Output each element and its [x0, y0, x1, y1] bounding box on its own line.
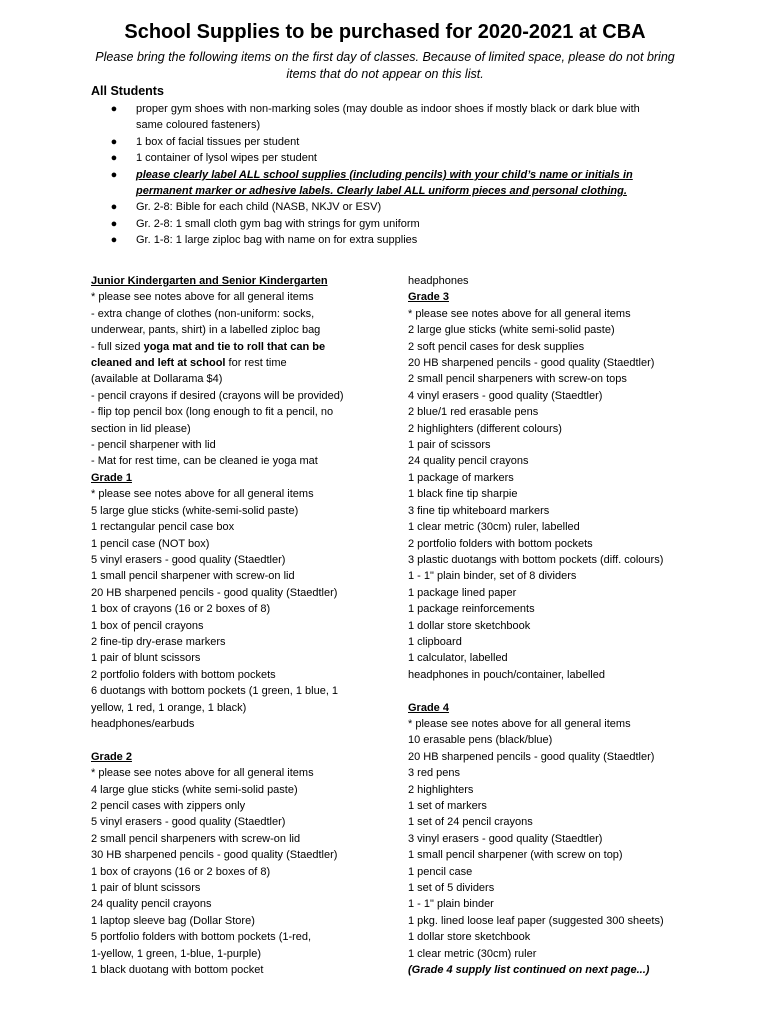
- list-item: 1 pencil case (NOT box): [91, 537, 210, 550]
- list-item-text: please clearly label ALL school supplies (including pencils) with your child’s name or initials in: [136, 168, 633, 181]
- list-item: 1 pair of scissors: [408, 439, 491, 452]
- list-item: 2 small pencil sharpeners with screw-on tops: [408, 373, 627, 386]
- bullet-icon: ●: [110, 168, 118, 181]
- list-item: 2 small pencil sharpeners with screw-on lid: [91, 832, 301, 845]
- spacer: [91, 732, 381, 748]
- bullet-icon: ●: [110, 217, 118, 230]
- list-item: yellow, 1 red, 1 orange, 1 black): [91, 701, 247, 714]
- list-item: 1 small pencil sharpener with screw-on lid: [91, 570, 295, 583]
- section-heading-grade-2: Grade 2: [91, 750, 132, 763]
- list-item: 3 vinyl erasers - good quality (Staedtler): [408, 832, 603, 845]
- list-item: 1 pkg. lined loose leaf paper (suggested 300 sheets): [408, 914, 664, 927]
- list-item: 1 calculator, labelled: [408, 652, 508, 665]
- list-item: 2 portfolio folders with bottom pockets: [91, 668, 276, 681]
- list-item-text: proper gym shoes with non-marking soles (may double as indoor shoes if mostly black or dark blue with: [136, 103, 640, 115]
- list-item: * please see notes above for all general items: [91, 488, 314, 501]
- bullet-icon: ●: [110, 234, 118, 247]
- list-item: * please see notes above for all general items: [91, 767, 314, 780]
- list-item: 1 clear metric (30cm) ruler, labelled: [408, 521, 580, 534]
- list-item: [108, 167, 668, 200]
- list-item: 3 plastic duotangs with bottom pockets (diff. colours): [408, 553, 664, 566]
- list-item-text: - full sized: [91, 340, 144, 353]
- list-item: 2 pencil cases with zippers only: [91, 799, 246, 812]
- list-item: 1 set of 5 dividers: [408, 882, 495, 895]
- list-item: 24 quality pencil crayons: [91, 898, 212, 911]
- bullet-icon: ●: [110, 201, 118, 214]
- all-students-heading: All Students: [91, 84, 164, 98]
- all-students-list: [108, 101, 668, 249]
- spacer: [408, 683, 698, 699]
- list-item-text: 1 box of facial tissues per student: [136, 135, 300, 148]
- list-item: headphones in pouch/container, labelled: [408, 668, 605, 681]
- list-item: * please see notes above for all general items: [408, 717, 631, 730]
- right-column: [408, 273, 698, 978]
- page-title: School Supplies to be purchased for 2020-2021 at CBA: [124, 21, 646, 43]
- list-item: headphones/earbuds: [91, 717, 195, 730]
- intro-line: items that do not appear on this list.: [286, 67, 484, 81]
- list-item: 10 erasable pens (black/blue): [408, 734, 553, 747]
- list-item-text: Gr. 2-8: 1 small cloth gym bag with strings for gym uniform: [136, 217, 420, 230]
- list-item: 3 fine tip whiteboard markers: [408, 504, 550, 517]
- list-item: 24 quality pencil crayons: [408, 455, 529, 468]
- list-item: (available at Dollarama $4): [91, 373, 223, 386]
- intro-text: [82, 49, 688, 83]
- list-item: 20 HB sharpened pencils - good quality (Staedtler): [408, 750, 655, 763]
- list-item: 2 fine-tip dry-erase markers: [91, 635, 226, 648]
- list-item: [91, 339, 381, 355]
- list-item: 1 laptop sleeve bag (Dollar Store): [91, 914, 255, 927]
- list-item: [108, 101, 668, 134]
- list-item: 5 portfolio folders with bottom pockets (1-red,: [91, 931, 312, 944]
- list-item: 1 - 1" plain binder: [408, 898, 494, 911]
- list-item: 1 dollar store sketchbook: [408, 619, 531, 632]
- section-heading-kindergarten: Junior Kindergarten and Senior Kindergarten: [91, 275, 328, 287]
- list-item: 2 large glue sticks (white semi-solid paste): [408, 324, 615, 337]
- list-item: 1 set of markers: [408, 799, 487, 812]
- list-item: 4 vinyl erasers - good quality (Staedtler): [408, 389, 603, 402]
- list-item: 1 small pencil sharpener (with screw on top): [408, 849, 623, 862]
- list-item: 1 pencil case: [408, 865, 473, 878]
- continued-note: (Grade 4 supply list continued on next page...): [408, 964, 650, 977]
- list-item: 1 dollar store sketchbook: [408, 931, 531, 944]
- list-item: underwear, pants, shirt) in a labelled ziploc bag: [91, 324, 321, 337]
- list-item: 1 pair of blunt scissors: [91, 882, 201, 895]
- list-item: [108, 134, 668, 150]
- list-item: 5 large glue sticks (white-semi-solid paste): [91, 504, 299, 517]
- list-item: headphones: [408, 275, 469, 287]
- list-item: 1 package lined paper: [408, 586, 517, 599]
- list-item: [108, 216, 668, 232]
- list-item: [108, 150, 668, 166]
- left-column: [91, 273, 381, 978]
- list-item: 2 blue/1 red erasable pens: [408, 406, 539, 419]
- list-item: - pencil crayons if desired (crayons will be provided): [91, 389, 344, 402]
- list-item: - pencil sharpener with lid: [91, 439, 216, 452]
- bullet-icon: ●: [110, 135, 118, 148]
- list-item: [108, 199, 668, 215]
- list-item-text: yoga mat and tie to roll that can be: [143, 340, 326, 353]
- list-item: 1 box of crayons (16 or 2 boxes of 8): [91, 603, 271, 616]
- list-item: 20 HB sharpened pencils - good quality (Staedtler): [91, 586, 338, 599]
- list-item: 5 vinyl erasers - good quality (Staedtler): [91, 553, 286, 566]
- list-item: 3 red pens: [408, 767, 460, 780]
- list-item: 30 HB sharpened pencils - good quality (Staedtler): [91, 849, 338, 862]
- list-item: 20 HB sharpened pencils - good quality (Staedtler): [408, 357, 655, 370]
- list-item: 1 pair of blunt scissors: [91, 652, 201, 665]
- bullet-icon: ●: [110, 152, 118, 165]
- list-item: section in lid please): [91, 422, 191, 435]
- bullet-icon: ●: [110, 103, 118, 115]
- list-item: 1 black fine tip sharpie: [408, 488, 518, 501]
- list-item: 5 vinyl erasers - good quality (Staedtler): [91, 816, 286, 829]
- list-item: 1 black duotang with bottom pocket: [91, 964, 264, 977]
- list-item-text: 1 container of lysol wipes per student: [136, 152, 317, 165]
- section-heading-grade-1: Grade 1: [91, 471, 132, 484]
- list-item: 1 set of 24 pencil crayons: [408, 816, 533, 829]
- list-item: 1 package of markers: [408, 471, 514, 484]
- list-item: 1 rectangular pencil case box: [91, 521, 235, 534]
- list-item: [108, 232, 668, 248]
- list-item: - extra change of clothes (non-uniform: socks,: [91, 307, 315, 320]
- section-heading-grade-3: Grade 3: [408, 291, 449, 304]
- list-item: - flip top pencil box (long enough to fit a pencil, no: [91, 406, 334, 419]
- list-item: * please see notes above for all general items: [408, 307, 631, 320]
- list-item: 1 clipboard: [408, 635, 462, 648]
- list-item: 4 large glue sticks (white semi-solid paste): [91, 783, 298, 796]
- list-item: * please see notes above for all general items: [91, 291, 314, 304]
- list-item-text: same coloured fasteners): [136, 119, 261, 132]
- list-item: 1-yellow, 1 green, 1-blue, 1-purple): [91, 947, 261, 960]
- section-heading-grade-4: Grade 4: [408, 701, 449, 714]
- list-item: [91, 355, 381, 371]
- list-item-text: cleaned and left at school: [91, 357, 226, 370]
- list-item-text: Gr. 1-8: 1 large ziploc bag with name on for extra supplies: [136, 234, 418, 247]
- list-item: 2 highlighters: [408, 783, 474, 796]
- list-item: 1 - 1" plain binder, set of 8 dividers: [408, 570, 577, 583]
- list-item: 1 package reinforcements: [408, 603, 535, 616]
- list-item: 2 highlighters (different colours): [408, 422, 562, 435]
- intro-line: Please bring the following items on the first day of classes. Because of limited space, please do not bring: [95, 50, 675, 64]
- list-item: 6 duotangs with bottom pockets (1 green, 1 blue, 1: [91, 685, 339, 698]
- list-item: - Mat for rest time, can be cleaned ie yoga mat: [91, 455, 318, 468]
- list-item: 2 soft pencil cases for desk supplies: [408, 340, 585, 353]
- list-item-text: Gr. 2-8: Bible for each child (NASB, NKJV or ESV): [136, 201, 382, 214]
- list-item-text: permanent marker or adhesive labels. Clearly label ALL uniform pieces and personal clothing.: [136, 185, 627, 198]
- list-item: 1 box of pencil crayons: [91, 619, 204, 632]
- list-item-text: for rest time: [225, 357, 287, 370]
- list-item: 2 portfolio folders with bottom pockets: [408, 537, 593, 550]
- list-item: 1 box of crayons (16 or 2 boxes of 8): [91, 865, 271, 878]
- list-item: 1 clear metric (30cm) ruler: [408, 947, 537, 960]
